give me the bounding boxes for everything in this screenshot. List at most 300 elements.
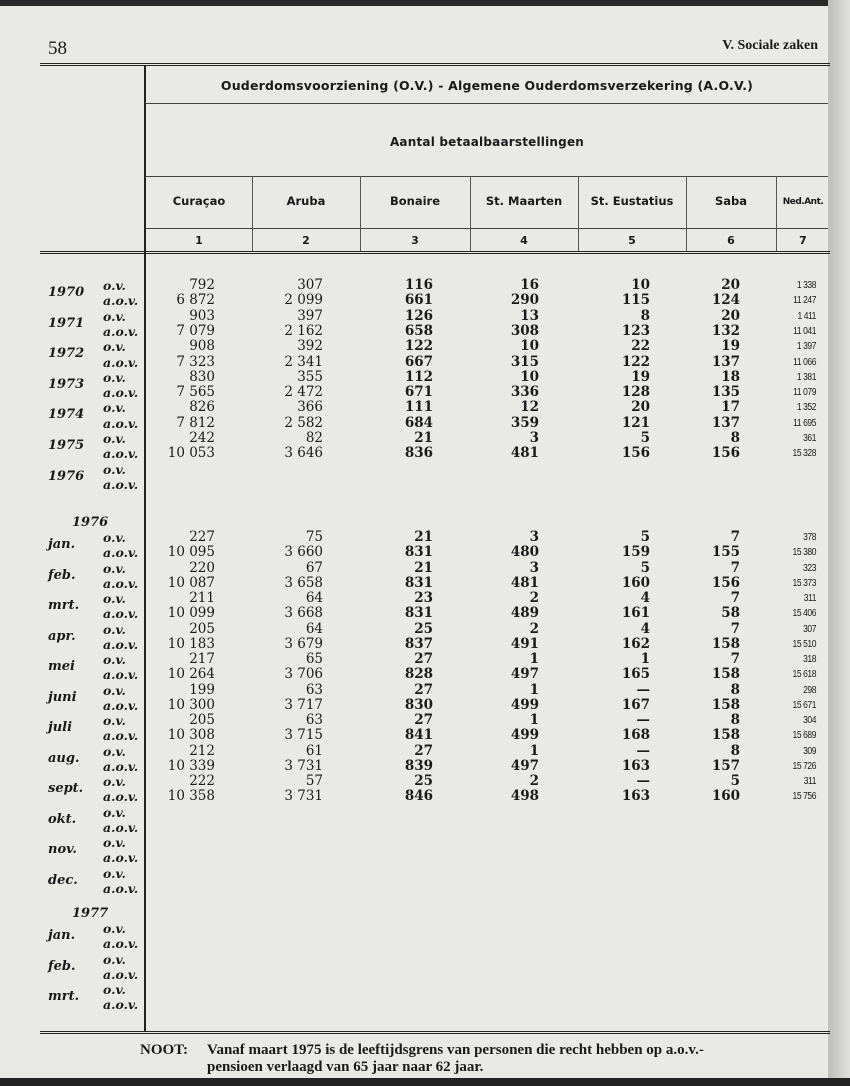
row-label: nov.	[48, 842, 77, 857]
data-cell: 12	[520, 399, 539, 416]
data-cell: 10 053	[167, 445, 215, 462]
data-cell: —	[636, 742, 650, 759]
kind-label: o.v.	[103, 743, 126, 759]
kind-label: a.o.v.	[103, 323, 139, 339]
data-cell: 2	[529, 773, 539, 789]
kind-label: o.v.	[103, 774, 126, 789]
kind-label: a.o.v.	[103, 697, 139, 713]
kind-label: o.v.	[103, 278, 126, 293]
data-cell: 156	[711, 574, 740, 591]
data-cell: 21	[414, 559, 433, 576]
data-cell: 1 411	[797, 310, 816, 322]
data-cell: 126	[404, 307, 433, 324]
data-cell: 826	[189, 399, 215, 416]
data-cell: 661	[404, 292, 433, 309]
column-header: Ned.Ant.	[782, 197, 824, 207]
data-cell: 63	[305, 712, 323, 728]
column-number: 3	[411, 234, 419, 247]
data-cell: 217	[189, 651, 215, 667]
column-header: Curaçao	[172, 194, 226, 208]
data-cell: 2	[529, 620, 539, 637]
header-bottom-rule	[40, 251, 830, 254]
data-cell: 158	[711, 666, 740, 683]
row-label: 1972	[48, 346, 85, 362]
kind-label: a.o.v.	[103, 880, 139, 896]
data-cell: 361	[803, 433, 816, 444]
row-label: okt.	[48, 811, 77, 827]
data-cell: 27	[414, 651, 433, 667]
data-cell: 10	[520, 368, 539, 385]
row-label: 1970	[48, 285, 85, 300]
data-cell: 22	[631, 338, 650, 355]
data-cell: 5	[640, 529, 650, 545]
data-cell: 121	[621, 414, 650, 431]
row-label: dec.	[48, 872, 78, 888]
data-cell: 3 731	[284, 757, 323, 774]
data-cell: 489	[510, 605, 539, 622]
data-cell: 7	[730, 620, 740, 637]
column-header: Aruba	[286, 194, 326, 208]
data-cell: 7 812	[176, 414, 215, 431]
data-cell: 122	[404, 338, 433, 355]
data-cell: 1 397	[796, 341, 816, 353]
kind-label: a.o.v.	[103, 728, 139, 744]
row-label: feb.	[48, 567, 76, 583]
kind-label: o.v.	[103, 865, 126, 881]
data-cell: 128	[621, 384, 650, 401]
data-cell: 3 715	[284, 727, 323, 744]
kind-label: o.v.	[103, 591, 126, 606]
data-cell: 3	[529, 529, 539, 545]
data-cell: 4	[640, 590, 650, 606]
data-cell: 156	[621, 445, 650, 462]
data-cell: 8	[730, 430, 740, 446]
kind-label: a.o.v.	[103, 850, 139, 866]
kind-label: o.v.	[103, 951, 126, 967]
data-cell: 3	[529, 559, 539, 576]
kind-label: o.v.	[103, 530, 126, 545]
kind-label: a.o.v.	[103, 575, 139, 591]
row-label: 1974	[48, 407, 85, 423]
kind-label: o.v.	[103, 804, 126, 820]
data-cell: 82	[305, 430, 323, 446]
data-cell: 1 381	[796, 371, 816, 383]
column-header: St. Eustatius	[590, 194, 674, 208]
kind-label: a.o.v.	[103, 966, 139, 982]
kind-label: o.v.	[103, 982, 126, 997]
data-cell: 6 872	[176, 292, 215, 309]
data-cell: 205	[189, 620, 215, 637]
data-cell: 4	[640, 620, 650, 637]
data-cell: 7	[730, 559, 740, 576]
data-cell: 497	[510, 666, 539, 683]
kind-label: a.o.v.	[103, 545, 139, 561]
data-cell: 7	[730, 529, 740, 545]
data-cell: 355	[297, 368, 323, 385]
data-cell: 11 695	[793, 417, 816, 429]
data-cell: 311	[803, 776, 816, 787]
data-cell: 499	[510, 727, 539, 744]
data-cell: 498	[510, 788, 539, 805]
data-cell: 658	[404, 322, 433, 339]
kind-label: o.v.	[103, 308, 126, 324]
column-number: 4	[520, 234, 528, 247]
kind-label: a.o.v.	[103, 385, 139, 401]
kind-label: a.o.v.	[103, 936, 139, 952]
note-label: NOOT:	[140, 1042, 189, 1058]
data-cell: 7	[730, 651, 740, 667]
data-cell: 112	[404, 368, 433, 385]
data-cell: 908	[189, 338, 215, 355]
data-cell: 792	[189, 277, 215, 293]
column-number: 6	[727, 234, 735, 247]
data-cell: 366	[297, 399, 323, 416]
data-cell: 160	[621, 574, 650, 591]
scan-bottom-edge	[0, 1078, 850, 1086]
data-cell: 831	[404, 605, 433, 622]
table-subtitle: Aantal betaalbaarstellingen	[389, 135, 585, 149]
data-cell: 10 339	[167, 757, 215, 774]
data-cell: 846	[404, 788, 433, 805]
data-cell: 499	[510, 696, 539, 713]
note-line-1: Vanaf maart 1975 is de leeftijdsgrens van personen die recht hebben op a.o.v.-	[207, 1042, 704, 1058]
data-cell: 684	[404, 414, 433, 431]
data-cell: 27	[414, 712, 433, 728]
data-cell: 137	[711, 414, 740, 431]
data-cell: 220	[189, 559, 215, 576]
data-cell: 211	[189, 590, 215, 606]
data-cell: 1	[640, 651, 650, 667]
row-label: mei	[48, 659, 75, 674]
data-cell: 65	[305, 651, 323, 667]
data-cell: 116	[404, 277, 433, 293]
kind-label: a.o.v.	[103, 415, 139, 431]
data-cell: 15 373	[792, 577, 816, 589]
data-cell: 491	[510, 635, 539, 652]
data-cell: 57	[305, 773, 323, 789]
data-cell: 67	[305, 559, 323, 576]
row-label: 1971	[48, 315, 85, 331]
data-cell: 836	[404, 445, 433, 462]
data-cell: 10 095	[167, 544, 215, 561]
kind-label: o.v.	[103, 461, 126, 477]
data-cell: 481	[510, 445, 539, 462]
data-cell: 323	[803, 562, 816, 574]
data-cell: 222	[189, 773, 215, 789]
data-cell: 315	[510, 353, 539, 370]
data-cell: —	[636, 773, 650, 789]
note-line-2: pensioen verlaagd van 65 jaar naar 62 jaar.	[207, 1059, 484, 1075]
data-cell: 63	[305, 681, 323, 698]
data-cell: 10 308	[167, 727, 215, 744]
data-cell: 397	[297, 307, 323, 324]
page-number: 58	[48, 38, 67, 59]
data-cell: 671	[404, 384, 433, 401]
colname-rule	[146, 228, 828, 229]
data-cell: —	[636, 681, 650, 698]
data-cell: 17	[721, 399, 740, 416]
data-cell: 2 582	[284, 414, 323, 431]
data-cell: 3 658	[284, 574, 323, 591]
top-rule	[40, 63, 830, 66]
column-number: 2	[302, 234, 310, 247]
kind-label: a.o.v.	[103, 293, 139, 309]
row-label: aug.	[48, 750, 80, 766]
data-cell: 10 358	[167, 788, 215, 805]
data-cell: 132	[711, 322, 740, 339]
data-cell: 25	[414, 773, 433, 789]
row-label: feb.	[48, 958, 76, 974]
data-cell: 3 717	[284, 696, 323, 713]
year-heading: 1976	[72, 515, 109, 530]
column-number: 7	[799, 234, 807, 247]
data-cell: 10	[520, 338, 539, 355]
data-cell: 2 162	[284, 322, 323, 339]
column-header: Saba	[714, 194, 748, 208]
data-cell: 10 099	[167, 605, 215, 622]
data-cell: 307	[803, 623, 816, 635]
data-cell: 158	[711, 696, 740, 713]
data-cell: 25	[414, 620, 433, 637]
data-cell: 1 352	[796, 402, 816, 414]
data-cell: 309	[803, 745, 816, 757]
data-cell: 21	[414, 529, 433, 545]
data-cell: 159	[621, 544, 650, 561]
data-cell: 837	[404, 635, 433, 652]
data-cell: 156	[711, 445, 740, 462]
data-cell: 903	[189, 307, 215, 324]
data-cell: 5	[640, 559, 650, 576]
data-cell: 3 679	[284, 635, 323, 652]
data-cell: 8	[730, 681, 740, 698]
row-label: sept.	[48, 781, 84, 796]
data-cell: 336	[510, 384, 539, 401]
data-cell: 205	[189, 712, 215, 728]
column-number: 5	[628, 234, 636, 247]
data-cell: 27	[414, 681, 433, 698]
data-cell: 3 731	[284, 788, 323, 805]
data-cell: 304	[803, 715, 816, 726]
kind-label: a.o.v.	[103, 667, 139, 683]
column-header: Bonaire	[389, 194, 441, 208]
data-cell: 378	[803, 532, 816, 543]
column-number: 1	[195, 234, 203, 247]
data-cell: 10 300	[167, 696, 215, 713]
kind-label: o.v.	[103, 369, 126, 385]
data-cell: 290	[510, 292, 539, 309]
kind-label: a.o.v.	[103, 354, 139, 370]
data-cell: 1 338	[796, 280, 816, 291]
data-cell: 8	[730, 742, 740, 759]
data-cell: 318	[803, 654, 816, 665]
data-cell: 839	[404, 757, 433, 774]
row-label: mrt.	[48, 989, 80, 1004]
table-bottom-rule	[40, 1031, 830, 1034]
data-cell: 158	[711, 635, 740, 652]
data-cell: 15 689	[792, 730, 816, 742]
data-cell: 111	[404, 399, 433, 416]
data-cell: 21	[414, 430, 433, 446]
kind-label: o.v.	[103, 713, 126, 728]
data-cell: 5	[640, 430, 650, 446]
data-cell: 18	[721, 368, 740, 385]
data-cell: 1	[529, 651, 539, 667]
data-cell: 20	[631, 399, 650, 416]
kind-label: o.v.	[103, 921, 126, 936]
kind-label: o.v.	[103, 400, 126, 416]
kind-label: o.v.	[103, 621, 126, 637]
data-cell: 497	[510, 757, 539, 774]
data-cell: 124	[711, 292, 740, 309]
data-cell: —	[636, 712, 650, 728]
data-cell: 15 756	[792, 791, 816, 803]
kind-label: a.o.v.	[103, 606, 139, 622]
data-cell: 160	[711, 788, 740, 805]
row-label: mrt.	[48, 598, 80, 613]
data-cell: 123	[621, 322, 650, 339]
data-cell: 10 264	[167, 666, 215, 683]
data-cell: 20	[721, 307, 740, 324]
column-header: St. Maarten	[485, 194, 563, 208]
row-label: apr.	[48, 628, 76, 644]
data-cell: 162	[621, 635, 650, 652]
data-cell: 15 510	[792, 638, 816, 650]
data-cell: 11 041	[793, 325, 816, 337]
data-cell: 11 247	[793, 295, 816, 307]
section-title: V. Sociale zaken	[722, 38, 818, 53]
data-cell: 242	[189, 430, 215, 446]
data-cell: 480	[510, 544, 539, 561]
data-cell: 163	[621, 757, 650, 774]
data-cell: 64	[305, 590, 323, 606]
kind-label: a.o.v.	[103, 636, 139, 652]
data-cell: 20	[721, 277, 740, 293]
data-cell: 75	[305, 529, 323, 545]
kind-label: o.v.	[103, 682, 126, 698]
data-cell: 481	[510, 574, 539, 591]
row-label: 1975	[48, 438, 85, 453]
data-cell: 831	[404, 574, 433, 591]
data-cell: 7 323	[176, 353, 215, 370]
data-cell: 15 618	[792, 669, 816, 681]
scan-top-edge	[0, 0, 850, 6]
data-cell: 13	[520, 307, 539, 324]
data-cell: 8	[640, 307, 650, 324]
row-label: jan.	[48, 928, 76, 943]
data-cell: 115	[621, 292, 650, 309]
data-cell: 15 380	[792, 547, 816, 559]
data-cell: 3 660	[284, 544, 323, 561]
data-cell: 227	[189, 529, 215, 545]
data-cell: 828	[404, 666, 433, 683]
data-cell: 831	[404, 544, 433, 561]
kind-label: a.o.v.	[103, 446, 139, 462]
data-cell: 165	[621, 666, 650, 683]
data-cell: 19	[631, 368, 650, 385]
data-cell: 1	[529, 681, 539, 698]
kind-label: o.v.	[103, 339, 126, 355]
kind-label: a.o.v.	[103, 789, 139, 805]
data-cell: 15 328	[792, 448, 816, 460]
kind-label: o.v.	[103, 431, 126, 446]
kind-label: o.v.	[103, 652, 126, 667]
kind-label: o.v.	[103, 560, 126, 576]
data-cell: 19	[721, 338, 740, 355]
data-cell: 1	[529, 742, 539, 759]
subtitle-rule	[146, 176, 828, 177]
data-cell: 23	[414, 590, 433, 606]
data-cell: 311	[803, 593, 816, 604]
title-rule	[146, 103, 828, 104]
data-cell: 15 726	[792, 760, 816, 772]
data-cell: 157	[711, 757, 740, 774]
data-cell: 308	[510, 322, 539, 339]
data-cell: 2 099	[284, 292, 323, 309]
kind-label: o.v.	[103, 835, 126, 850]
data-cell: 135	[711, 384, 740, 401]
data-cell: 7	[730, 590, 740, 606]
data-cell: 167	[621, 696, 650, 713]
data-cell: 64	[305, 620, 323, 637]
data-cell: 7 079	[176, 322, 215, 339]
data-cell: 7 565	[176, 384, 215, 401]
data-cell: 11 079	[793, 387, 816, 399]
data-cell: 298	[803, 684, 816, 696]
data-cell: 2 341	[284, 353, 323, 370]
data-cell: 2 472	[284, 384, 323, 401]
data-cell: 3 646	[284, 445, 323, 462]
row-label: 1973	[48, 376, 85, 392]
data-cell: 841	[404, 727, 433, 744]
data-cell: 61	[305, 742, 323, 759]
data-cell: 15 671	[792, 699, 816, 711]
data-cell: 392	[297, 338, 323, 355]
data-cell: 11 066	[793, 356, 816, 368]
data-cell: 161	[621, 605, 650, 622]
data-cell: 137	[711, 353, 740, 370]
row-label: 1976	[48, 468, 85, 484]
kind-label: a.o.v.	[103, 476, 139, 492]
page-gutter	[828, 0, 850, 1086]
table-title: Ouderdomsvoorziening (O.V.) - Algemene Ouderdomsverzekering (A.O.V.)	[220, 78, 754, 93]
kind-label: a.o.v.	[103, 819, 139, 835]
data-cell: 58	[721, 605, 740, 622]
data-cell: 830	[404, 696, 433, 713]
data-cell: 3 668	[284, 605, 323, 622]
data-cell: 163	[621, 788, 650, 805]
kind-label: a.o.v.	[103, 997, 139, 1013]
data-cell: 2	[529, 590, 539, 606]
data-cell: 307	[297, 277, 323, 293]
data-cell: 27	[414, 742, 433, 759]
data-cell: 212	[189, 742, 215, 759]
data-cell: 158	[711, 727, 740, 744]
row-label: juli	[48, 720, 73, 735]
data-cell: 3	[529, 430, 539, 446]
data-cell: 122	[621, 353, 650, 370]
data-cell: 8	[730, 712, 740, 728]
kind-label: a.o.v.	[103, 758, 139, 774]
data-cell: 830	[189, 368, 215, 385]
data-cell: 1	[529, 712, 539, 728]
data-cell: 359	[510, 414, 539, 431]
row-label: jan.	[48, 537, 76, 552]
row-label: juni	[48, 689, 77, 705]
data-cell: 155	[711, 544, 740, 561]
data-cell: 667	[404, 353, 433, 370]
data-cell: 5	[730, 773, 740, 789]
data-cell: 10 087	[167, 574, 215, 591]
